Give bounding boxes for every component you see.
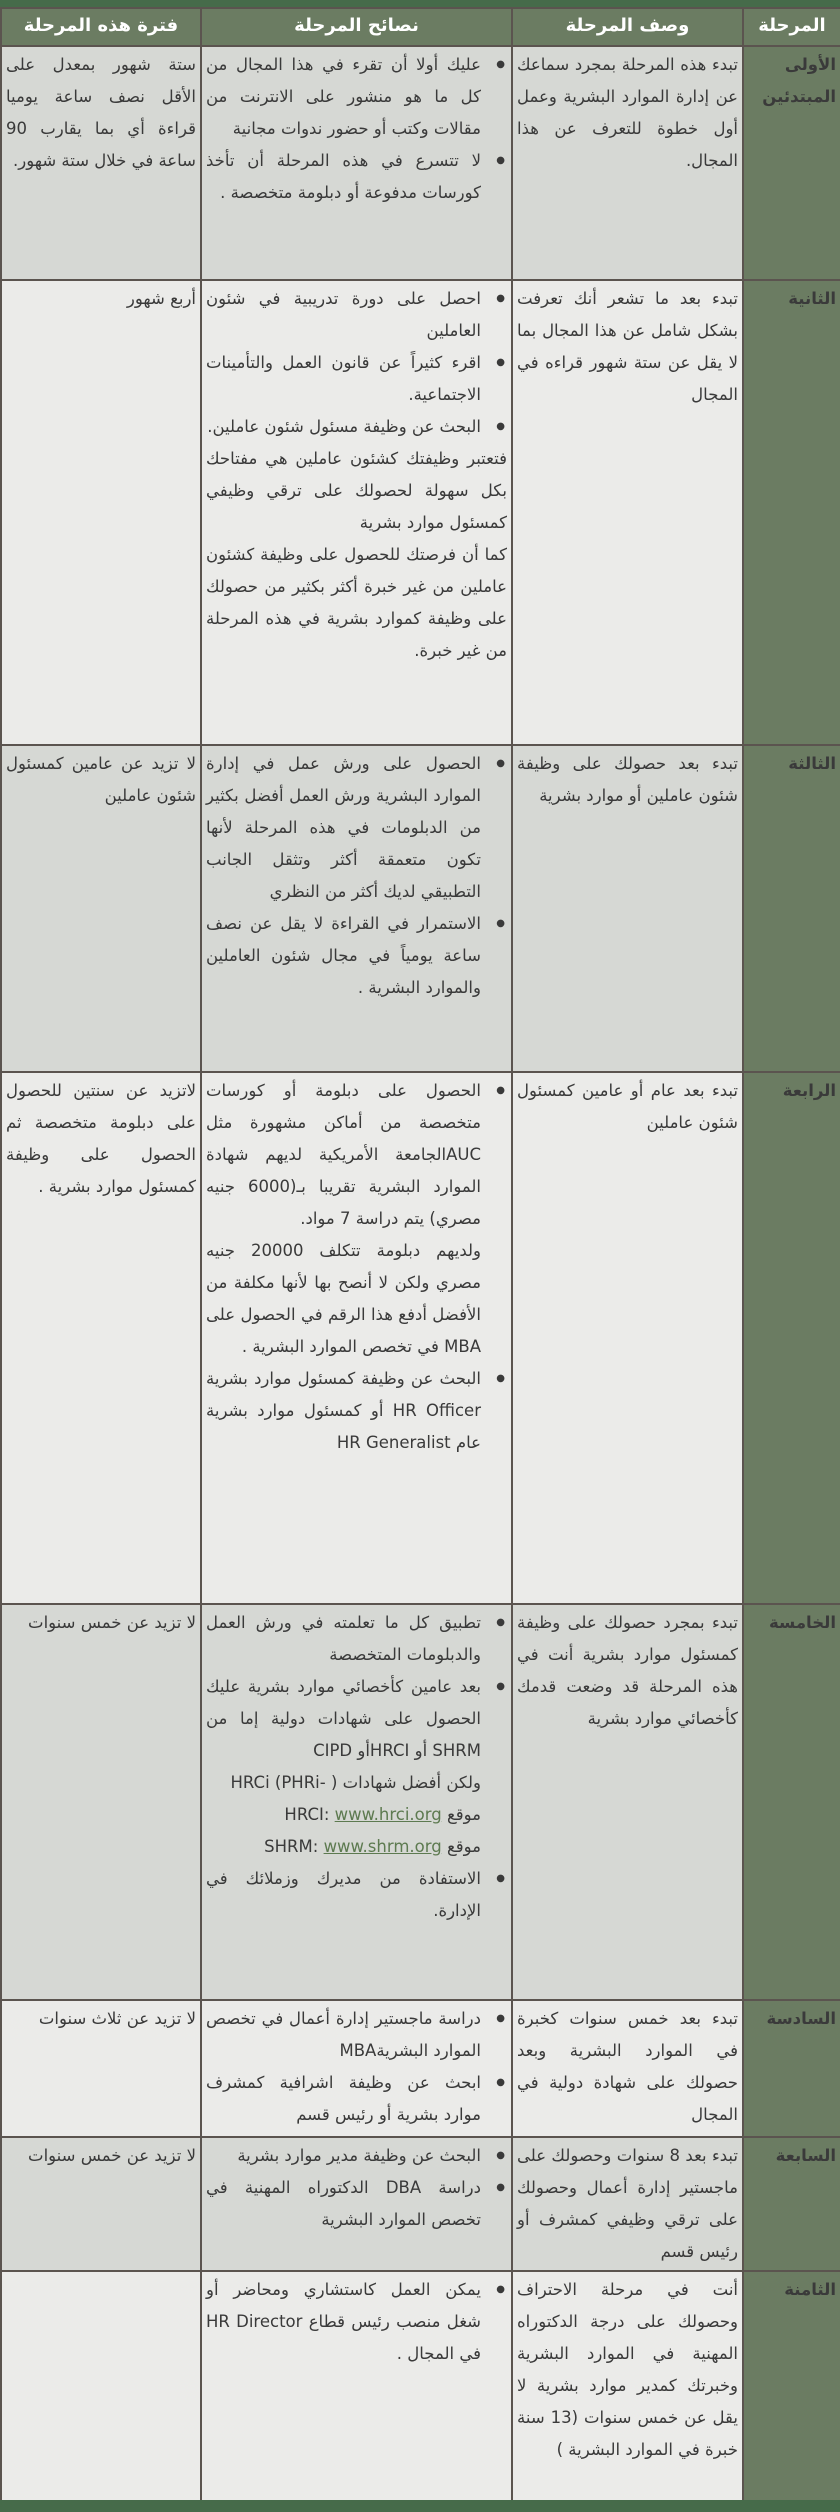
stage-description: تبدء بمجرد حصولك على وظيفة كمسئول موارد بشرية أنت في هذه المرحلة قد وضعت قدمك كأخصائي موارد بشرية [512, 1604, 743, 2000]
tip-item: ● البحث عن وظيفة مدير موارد بشرية [206, 2140, 481, 2172]
tip-item: ● دراسة ماجستير إدارة أعمال في تخصص الموارد البشريةMBA [206, 2003, 481, 2067]
stage-name: السابعة [743, 2137, 840, 2271]
shrm-site-line [206, 1831, 481, 1863]
top-frame-bar [0, 0, 840, 7]
stage-duration [1, 2271, 201, 2505]
tip-item: ● لا تتسرع في هذه المرحلة أن تأخذ كورسات مدفوعة أو دبلومة متخصصة . [206, 145, 481, 209]
stage-tips [201, 280, 512, 745]
table-row [1, 2137, 840, 2271]
stage-duration: لا تزيد عن عامين كمسئول شئون عاملين [1, 745, 201, 1072]
stage-tips [201, 1072, 512, 1604]
stage-tips [201, 2271, 512, 2505]
header-description: وصف المرحلة [512, 8, 743, 46]
stage-duration: أربع شهور [1, 280, 201, 745]
stage-tips [201, 745, 512, 1072]
stage-duration: ستة شهور بمعدل على الأقل نصف ساعة يوميا قراءة أي بما يقارب 90 ساعة في خلال ستة شهور. [1, 46, 201, 280]
stage-duration: لاتزيد عن سنتين للحصول على دبلومة متخصصة ثم الحصول على وظيفة كمسئول موارد بشرية . [1, 1072, 201, 1604]
stage-name: الأولى المبتدئين [743, 46, 840, 280]
stage-tips [201, 1604, 512, 2000]
hrci-site-line [206, 1799, 481, 1831]
stage-duration: لا تزيد عن خمس سنوات [1, 2137, 201, 2271]
tip-item: ● دراسة DBA الدكتوراه المهنية في تخصص الموارد البشرية [206, 2172, 481, 2236]
tip-item: ● البحث عن وظيفة كمسئول موارد بشرية HR Officer أو كمسئول موارد بشرية عام HR Generalist [206, 1363, 481, 1459]
header-tips: نصائح المرحلة [201, 8, 512, 46]
tip-item: ● ابحث عن وظيفة اشرافية كمشرف موارد بشرية أو رئيس قسم [206, 2067, 481, 2131]
stage-description: تبدء بعد عام أو عامين كمسئول شئون عاملين [512, 1072, 743, 1604]
header-duration: فترة هذه المرحلة [1, 8, 201, 46]
stage-description: تبدء بعد ما تشعر أنك تعرفت بشكل شامل عن هذا المجال بما لا يقل عن ستة شهور قراءه في المجال [512, 280, 743, 745]
stage-description: تبدء بعد حصولك على وظيفة شئون عاملين أو موارد بشرية [512, 745, 743, 1072]
stage-name: الخامسة [743, 1604, 840, 2000]
stage-description: تبدء بعد 8 سنوات وحصولك على ماجستير إدارة أعمال وحصولك على ترقي وظيفي كمشرف أو رئيس قسم [512, 2137, 743, 2271]
tip-item: ● الحصول على دبلومة أو كورسات متخصصة من أماكن مشهورة مثل AUCالجامعة الأمريكية لديهم شهادة الموارد البشرية تقريبا بـ(6000 جنيه مصري) يتم دراسة 7 مواد. [206, 1075, 481, 1235]
header-stage: المرحلة [743, 8, 840, 46]
stage-description: تبدء هذه المرحلة بمجرد سماعك عن إدارة الموارد البشرية وعمل أول خطوة للتعرف عن هذا المجال. [512, 46, 743, 280]
tip-item: ● الاستفادة من مديرك وزملائك في الإدارة. [206, 1863, 481, 1927]
table-header-row [1, 8, 840, 46]
stage-name: السادسة [743, 2000, 840, 2137]
table-row [1, 745, 840, 1072]
tip-paragraph: فتعتبر وظيفتك كشئون عاملين هي مفتاحك بكل سهولة لحصولك على ترقي وظيفي كمسئول موارد بشرية [206, 449, 507, 532]
tip-item: ● الحصول على ورش عمل في إدارة الموارد البشرية ورش العمل أفضل بكثير من الدبلومات في هذه المرحلة لأنها تكون متعمقة أكثر وتثقل الجانب التطبيقي لديك أكثر من النظري [206, 748, 481, 908]
tip-item: ● يمكن العمل كاستشاري ومحاضر أو شغل منصب رئيس قطاع HR Director في المجال . [206, 2274, 481, 2370]
table-row [1, 2271, 840, 2505]
stage-name: الثالثة [743, 745, 840, 1072]
bottom-frame-bar [0, 2500, 840, 2512]
shrm-site-label: موقع SHRM: [264, 1837, 481, 1856]
tip-paragraph: كما أن فرصتك للحصول على وظيفة كشئون عاملين من غير خبرة أكثر بكثير من حصولك على وظيفة كموارد بشرية في هذه المرحلة من غير خبرة. [206, 545, 507, 660]
table-row [1, 1072, 840, 1604]
hr-career-stages-table [0, 7, 840, 2506]
stage-duration: لا تزيد عن ثلاث سنوات [1, 2000, 201, 2137]
table-row [1, 2000, 840, 2137]
tip-item: ● احصل على دورة تدريبية في شئون العاملين [206, 283, 481, 347]
tip-item: ● عليك أولا أن تقرء في هذا المجال من كل ما هو منشور على الانترنت من مقالات وكتب أو حضور ندوات مجانية [206, 49, 481, 145]
stage-duration: لا تزيد عن خمس سنوات [1, 1604, 201, 2000]
stage-tips [201, 2137, 512, 2271]
stage-tips [201, 2000, 512, 2137]
stage-name: الثانية [743, 280, 840, 745]
table-row [1, 46, 840, 280]
hrci-link[interactable]: www.hrci.org [334, 1805, 442, 1824]
tip-item: ● بعد عامين كأخصائي موارد بشرية عليك الحصول على شهادات دولية إما من SHRM أو HRCIأو CIPD [206, 1671, 481, 1767]
table-row [1, 1604, 840, 2000]
tip-item: ● تطبيق كل ما تعلمته في ورش العمل والدبلومات المتخصصة [206, 1607, 481, 1671]
hrci-site-label: موقع HRCI: [284, 1805, 481, 1824]
tip-item: ● الاستمرار في القراءة لا يقل عن نصف ساعة يومياً في مجال شئون العاملين والموارد البشرية . [206, 908, 481, 1004]
shrm-link[interactable]: www.shrm.org [323, 1837, 442, 1856]
tip-item: ● البحث عن وظيفة مسئول شئون عاملين. [206, 411, 481, 443]
stage-name: الثامنة [743, 2271, 840, 2505]
stage-name: الرابعة [743, 1072, 840, 1604]
stage-tips [201, 46, 512, 280]
stage-description: تبدء بعد خمس سنوات كخبرة في الموارد البشرية وبعد حصولك على شهادة دولية في المجال [512, 2000, 743, 2137]
tip-paragraph: ولديهم دبلومة تتكلف 20000 جنيه مصري ولكن لا أنصح بها لأنها مكلفة من الأفضل أدفع هذا الرقم في الحصول على MBA في تخصص الموارد البشرية . [206, 1241, 482, 1356]
tip-item: ● اقرء كثيراً عن قانون العمل والتأمينات الاجتماعية. [206, 347, 481, 411]
table-row [1, 280, 840, 745]
stage-description: أنت في مرحلة الاحتراف وحصولك على درجة الدكتوراه المهنية في الموارد البشرية وخبرتك كمدير موارد بشرية لا يقل عن خمس سنوات (13 سنة خبرة في الموارد البشرية ) [512, 2271, 743, 2505]
tip-paragraph: ولكن أفضل شهادات HRCi (PHRi- ) [230, 1773, 481, 1792]
